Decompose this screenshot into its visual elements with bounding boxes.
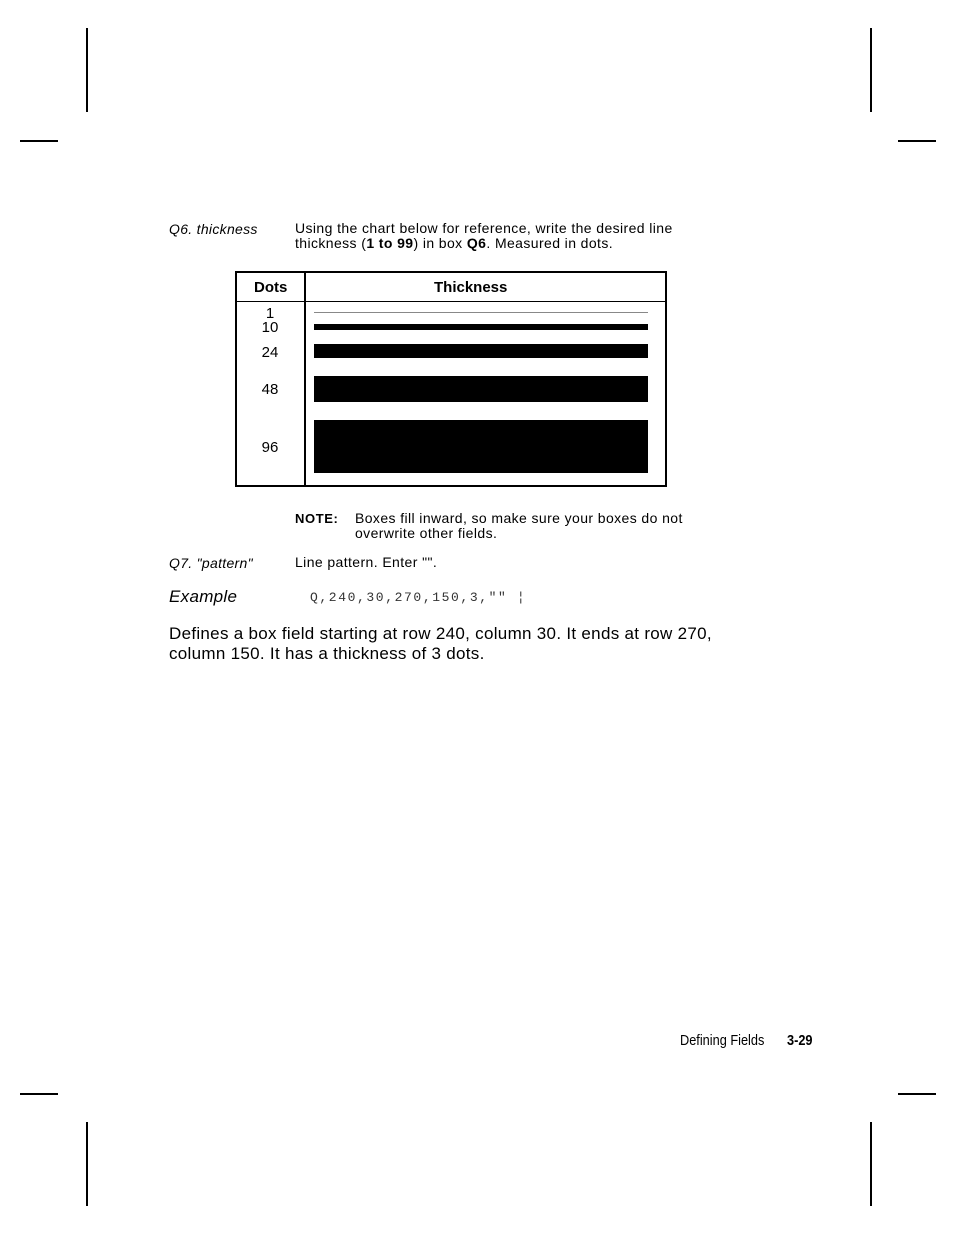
- example-code: Q,240,30,270,150,3,"" ¦: [310, 590, 527, 605]
- thickness-bar-1: [314, 312, 648, 313]
- thickness-bar-48: [314, 376, 648, 402]
- crop-mark-top-left-horizontal: [20, 140, 58, 142]
- crop-mark-top-right-vertical: [870, 28, 872, 112]
- q6-term: Q6. thickness: [169, 221, 258, 237]
- thickness-bar-96: [314, 420, 648, 473]
- q7-description: Line pattern. Enter "".: [295, 554, 438, 570]
- dots-label-96: 96: [261, 439, 279, 456]
- q6-description: [295, 221, 715, 251]
- crop-mark-bottom-left-vertical: [86, 1122, 88, 1206]
- q6-desc-post: . Measured in dots.: [486, 235, 614, 251]
- dots-label-48: 48: [261, 381, 279, 398]
- q6-desc-box: Q6: [466, 235, 487, 251]
- example-explanation: Defines a box field starting at row 240, column 30. It ends at row 270, column 150. It has a thickness of 3 dots.: [169, 624, 712, 663]
- thickness-table: [235, 271, 667, 487]
- footer-section-title: Defining Fields: [680, 1032, 765, 1049]
- header-thickness: Thickness: [434, 279, 508, 296]
- thickness-bar-10: [314, 324, 648, 330]
- crop-mark-top-left-vertical: [86, 28, 88, 112]
- dots-label-10: 10: [261, 319, 279, 336]
- example-label: Example: [169, 587, 238, 606]
- q7-term: Q7. "pattern": [169, 555, 253, 571]
- note-text: Boxes fill inward, so make sure your boxes do not overwrite other fields.: [355, 510, 683, 541]
- q6-desc-line1: Using the chart below for reference, write the desired line: [295, 220, 673, 236]
- table-column-divider: [304, 273, 306, 485]
- dots-label-24: 24: [261, 344, 279, 361]
- crop-mark-bottom-left-horizontal: [20, 1093, 58, 1095]
- header-dots: Dots: [254, 279, 288, 296]
- q6-desc-range: 1 to 99: [366, 235, 414, 251]
- thickness-bar-24: [314, 344, 648, 358]
- q6-desc-pre: thickness (: [295, 235, 367, 251]
- note-label: NOTE:: [295, 511, 339, 526]
- crop-mark-bottom-right-horizontal: [898, 1093, 936, 1095]
- footer-page-number: 3-29: [787, 1032, 813, 1049]
- crop-mark-bottom-right-vertical: [870, 1122, 872, 1206]
- q6-desc-line2: [295, 236, 715, 251]
- dots-label-1: 1: [265, 305, 275, 322]
- q6-desc-mid: ) in box: [413, 235, 467, 251]
- crop-mark-top-right-horizontal: [898, 140, 936, 142]
